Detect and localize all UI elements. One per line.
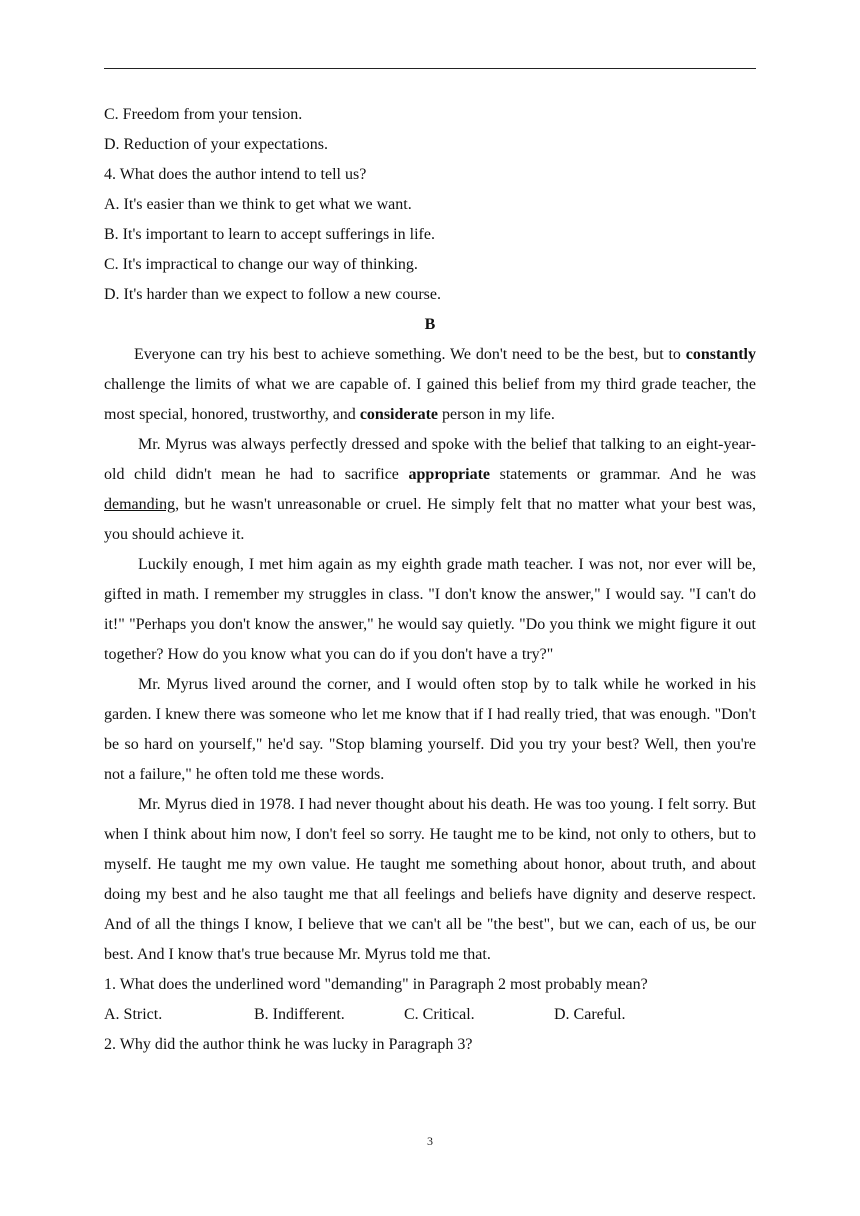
p2-bold-appropriate: appropriate xyxy=(408,466,490,483)
paragraph-4: Mr. Myrus lived around the corner, and I would often stop by to talk while he worked in his garden. I knew there was someone who let me know that if I had really tried, that was enough. "Don't be so hard on yourself," he'd say. "Stop blaming yourself. Did you try your best? Well, then you're not a failure," he often told me these words. xyxy=(104,676,756,783)
paragraph-3: Luckily enough, I met him again as my eighth grade math teacher. I was not, nor ever will be, gifted in math. I remember my struggles in class. "I don't know the answer," I would say. "I can't do it!" "Perhaps you don't know the answer," he would say quietly. "Do you think we might figure it out together? How do you know what you can do if you don't have a try?" xyxy=(104,556,756,663)
q4-option-d: D. It's harder than we expect to follow a new course. xyxy=(104,286,441,303)
question-1: 1. What does the underlined word "demanding" in Paragraph 2 most probably mean? xyxy=(104,976,648,993)
p1-bold-considerate: considerate xyxy=(359,406,439,423)
p2-text-2: statements or grammar. And he was xyxy=(490,466,757,483)
q4-option-b: B. It's important to learn to accept sufferings in life. xyxy=(104,226,435,243)
q4-option-a: A. It's easier than we think to get what we want. xyxy=(104,196,412,213)
paragraph-5: Mr. Myrus died in 1978. I had never thought about his death. He was too young. I felt sorry. But when I think about him now, I don't feel so sorry. He taught me to be kind, not only to others, but to myself. He taught me my own value. He taught me something about honor, about truth, and about doing my best and he also taught me that all feelings and beliefs have dignity and deserve respect. And of all the things I know, I believe that we can't all be "the best", but we can, each of us, be our best. And I know that's true because Mr. Myrus told me that. xyxy=(104,796,756,963)
section-heading: B xyxy=(424,316,436,333)
option-d-prev: D. Reduction of your expectations. xyxy=(104,136,328,153)
p1-text-2: challenge the limits of what we are capable of. I gained this belief from my third grade teacher, the most special, honored, trustworthy, and xyxy=(104,376,756,423)
p2-underlined-demanding: demanding xyxy=(104,496,176,513)
q1-option-a: A. Strict. xyxy=(104,1006,163,1023)
question-2: 2. Why did the author think he was lucky in Paragraph 3? xyxy=(104,1036,473,1053)
p2-text-1: Mr. Myrus was always perfectly dressed and spoke with the belief that talking to an eight-year-old child didn't mean he had to sacrifice xyxy=(104,436,756,483)
header-rule xyxy=(104,68,756,69)
p2-text-3: , but he wasn't unreasonable or cruel. He simply felt that no matter what your best was, you should achieve it. xyxy=(104,496,756,543)
p1-text-3: person in my life. xyxy=(438,406,555,423)
paragraph-1 xyxy=(104,340,756,430)
p1-text-1: Everyone can try his best to achieve something. We don't need to be the best, but to xyxy=(134,346,686,363)
question-4: 4. What does the author intend to tell us? xyxy=(104,166,367,183)
option-c-prev: C. Freedom from your tension. xyxy=(104,106,303,123)
q1-option-b: B. Indifferent. xyxy=(254,1006,345,1023)
page-number: 3 xyxy=(427,1134,433,1148)
p1-bold-constantly: constantly xyxy=(685,346,756,363)
paragraph-2 xyxy=(104,430,756,550)
q1-option-d: D. Careful. xyxy=(554,1006,626,1023)
q1-option-c: C. Critical. xyxy=(404,1006,475,1023)
q4-option-c: C. It's impractical to change our way of thinking. xyxy=(104,256,418,273)
q1-options xyxy=(104,1000,756,1030)
page-content xyxy=(104,100,756,1060)
